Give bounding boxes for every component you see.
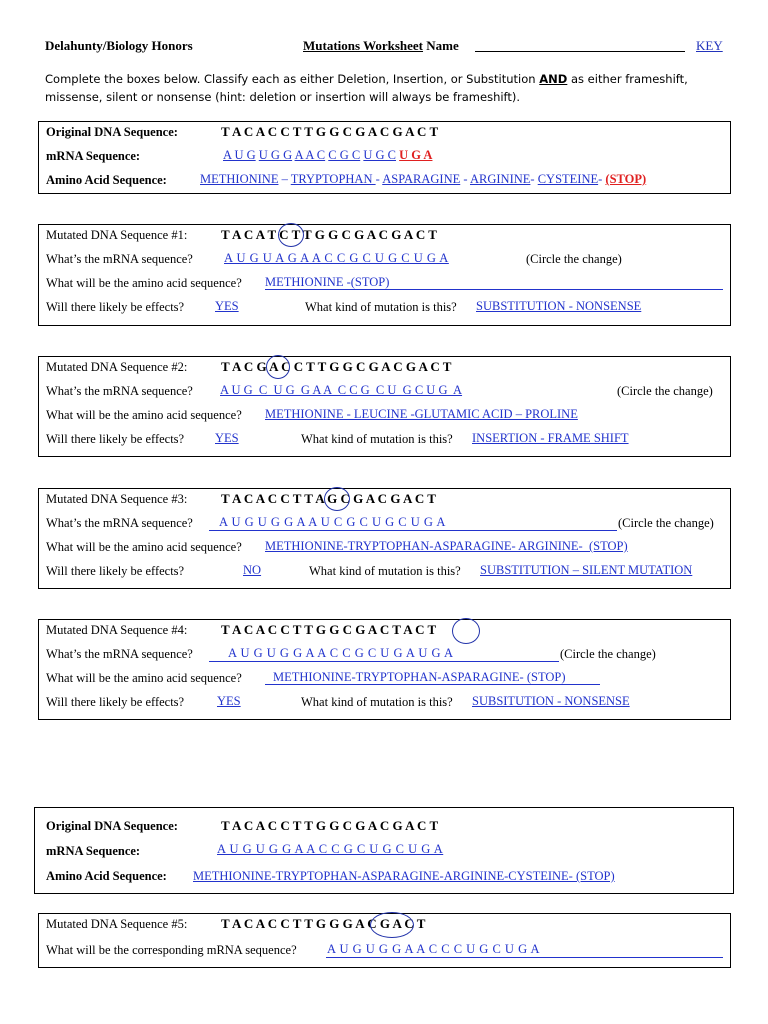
mutation-5-mrna: A U G U G G A A C C C U G C U G A — [327, 942, 541, 956]
aa-sep-3: - — [460, 172, 470, 186]
mutation-2-kind-question: What kind of mutation is this? — [301, 432, 453, 446]
codon-5: U G C — [363, 148, 396, 162]
mutation-4-mrna: A U G U G G A A C C G C U G A U G A — [228, 646, 454, 660]
mutation-3-effects-question: Will there likely be effects? — [46, 564, 185, 578]
mutation-2-mrna: A U G C U G G A A C C G C U G C U G A — [220, 383, 463, 397]
mutation-1-title: Mutated DNA Sequence #1: — [46, 228, 188, 242]
mutation-1-change-circle — [278, 223, 304, 247]
mutation-5-mrna-question: What will be the corresponding mRNA sequence? — [46, 943, 297, 957]
mutation-4-kind: SUBSITUTION - NONSENSE — [472, 694, 630, 708]
mrna-label: mRNA Sequence: — [46, 149, 141, 163]
aa-methionine: METHIONINE — [200, 172, 279, 186]
mutation-4-dna: T A C A C C T T G G C G A C T A C T — [221, 622, 437, 637]
instructions-and: AND — [539, 72, 568, 86]
mutation-4-effects: YES — [217, 694, 241, 708]
mutation-box-2 — [38, 356, 731, 457]
mutation-4-change-circle — [452, 618, 480, 644]
mutation-3-dna: T A C A C C T T A G C G A C G A C T — [221, 491, 436, 506]
aa-sep-5: - — [598, 172, 606, 186]
original-sequence-box-2 — [34, 807, 734, 894]
mutation-3-change-circle — [324, 487, 350, 511]
mutation-4-title: Mutated DNA Sequence #4: — [46, 623, 188, 637]
original-amino-acid-sequence — [200, 172, 646, 187]
codon-1: A U G — [223, 148, 256, 162]
mutation-3-kind: SUBSTITUTION – SILENT MUTATION — [480, 563, 693, 577]
mutation-1-effects-question: Will there likely be effects? — [46, 300, 185, 314]
original-dna-sequence: T A C A C C T T G G C G A C G A C T — [221, 124, 439, 139]
original-mrna-sequence — [223, 148, 432, 163]
name-line — [475, 51, 685, 52]
original2-mrna-sequence: A U G U G G A A C C G C U G C U G A — [217, 842, 444, 856]
mutation-2-effects-question: Will there likely be effects? — [46, 432, 185, 446]
mutation-4-mrna-question: What’s the mRNA sequence? — [46, 647, 193, 661]
mutation-1-circle-note: (Circle the change) — [526, 252, 622, 266]
mutation-3-aa-question: What will be the amino acid sequence? — [46, 540, 242, 554]
aa-arginine: ARGININE — [469, 172, 531, 186]
aa-sep-1: – — [278, 172, 291, 186]
mutation-2-aa: METHIONINE - LEUCINE -GLUTAMIC ACID – PROLINE — [265, 407, 578, 421]
instructions-part2: as either frameshift, missense, silent or nonsense (hint: deletion or insertion will always be frameshift). — [45, 72, 688, 104]
original2-aa-sequence: METHIONINE-TRYPTOPHAN-ASPARAGINE-ARGININE-CYSTEINE- (STOP) — [193, 869, 615, 883]
mutation-4-aa-question: What will be the amino acid sequence? — [46, 671, 242, 685]
aa-sep-4: - — [530, 172, 538, 186]
mutation-2-dna: T A C G A C C T T G G C G A C G A C T — [221, 359, 452, 374]
mutation-box-1 — [38, 224, 731, 326]
codon-4: C G C — [328, 148, 361, 162]
worksheet-title-text: Mutations Worksheet — [303, 38, 424, 53]
codon-2: U G G — [258, 148, 293, 162]
mutation-2-mrna-question: What’s the mRNA sequence? — [46, 384, 193, 398]
original2-dna-label: Original DNA Sequence: — [46, 819, 178, 833]
original-dna-label: Original DNA Sequence: — [46, 125, 178, 139]
mutation-2-title: Mutated DNA Sequence #2: — [46, 360, 188, 374]
mutation-4-circle-note: (Circle the change) — [560, 647, 656, 661]
mutation-1-dna: T A C A T C T T G G C G A C G A C T — [221, 227, 437, 242]
mutation-1-kind: SUBSTITUTION - NONSENSE — [476, 299, 642, 313]
codon-stop: U G A — [399, 148, 433, 162]
mutation-1-mrna-question: What’s the mRNA sequence? — [46, 252, 193, 266]
mutation-2-effects: YES — [215, 431, 239, 445]
aa-asparagine: ASPARAGINE — [382, 172, 461, 186]
instructions — [45, 70, 745, 106]
mutation-3-title: Mutated DNA Sequence #3: — [46, 492, 188, 506]
original2-mrna-label: mRNA Sequence: — [46, 844, 141, 858]
aa-sep-2: - — [375, 172, 383, 186]
original2-aa-label: Amino Acid Sequence: — [46, 869, 167, 883]
mutation-1-aa: METHIONINE -(STOP) — [265, 275, 390, 289]
mutation-1-mrna: A U G U A G A A C C G C U G C U G A — [224, 251, 449, 265]
mutation-3-circle-note: (Circle the change) — [618, 516, 714, 530]
mutation-3-mrna-question: What’s the mRNA sequence? — [46, 516, 193, 530]
mutation-3-mrna-line — [209, 530, 617, 531]
mutation-4-kind-question: What kind of mutation is this? — [301, 695, 453, 709]
aa-cysteine: CYSTEINE — [537, 172, 599, 186]
mutation-5-title: Mutated DNA Sequence #5: — [46, 917, 188, 931]
mutation-5-mrna-line — [326, 957, 723, 958]
mutation-2-circle-note: (Circle the change) — [617, 384, 713, 398]
mutation-3-aa: METHIONINE-TRYPTOPHAN-ASPARAGINE- ARGININE- (STOP) — [265, 539, 628, 553]
mutation-4-aa: METHIONINE-TRYPTOPHAN-ASPARAGINE- (STOP) — [273, 670, 566, 684]
original2-dna-sequence: T A C A C C T T G G C G A C G A C T — [221, 818, 439, 833]
mutation-4-effects-question: Will there likely be effects? — [46, 695, 185, 709]
original-sequence-box-1 — [38, 121, 731, 194]
name-label: Name — [426, 38, 459, 53]
codon-3: A A C — [294, 148, 326, 162]
worksheet-title — [303, 38, 459, 54]
mutation-2-kind: INSERTION - FRAME SHIFT — [472, 431, 629, 445]
course-title: Delahunty/Biology Honors — [45, 38, 193, 53]
mutation-4-mrna-line — [209, 661, 559, 662]
mutation-box-4 — [38, 619, 731, 720]
aa-stop: (STOP) — [605, 172, 647, 186]
instructions-part1: Complete the boxes below. Classify each as either Deletion, Insertion, or Substitution — [45, 72, 540, 86]
mutation-box-3 — [38, 488, 731, 589]
mutation-1-effects: YES — [215, 299, 239, 313]
mutation-5-dna: T A C A C C T T G G G A C G A C T — [221, 916, 426, 931]
key-label: KEY — [696, 38, 723, 53]
mutation-box-5 — [38, 913, 731, 968]
mutation-5-change-circle — [370, 912, 414, 938]
mutation-3-kind-question: What kind of mutation is this? — [309, 564, 461, 578]
aa-tryptophan: TRYPTOPHAN — [290, 172, 376, 186]
mutation-2-aa-question: What will be the amino acid sequence? — [46, 408, 242, 422]
mutation-1-aa-question: What will be the amino acid sequence? — [46, 276, 242, 290]
mutation-2-change-circle — [266, 355, 290, 379]
amino-acid-label: Amino Acid Sequence: — [46, 173, 167, 187]
mutation-3-effects: NO — [243, 563, 262, 577]
mutation-1-kind-question: What kind of mutation is this? — [305, 300, 457, 314]
mutation-3-mrna: A U G U G G A A U C G C U G C U G A — [219, 515, 446, 529]
